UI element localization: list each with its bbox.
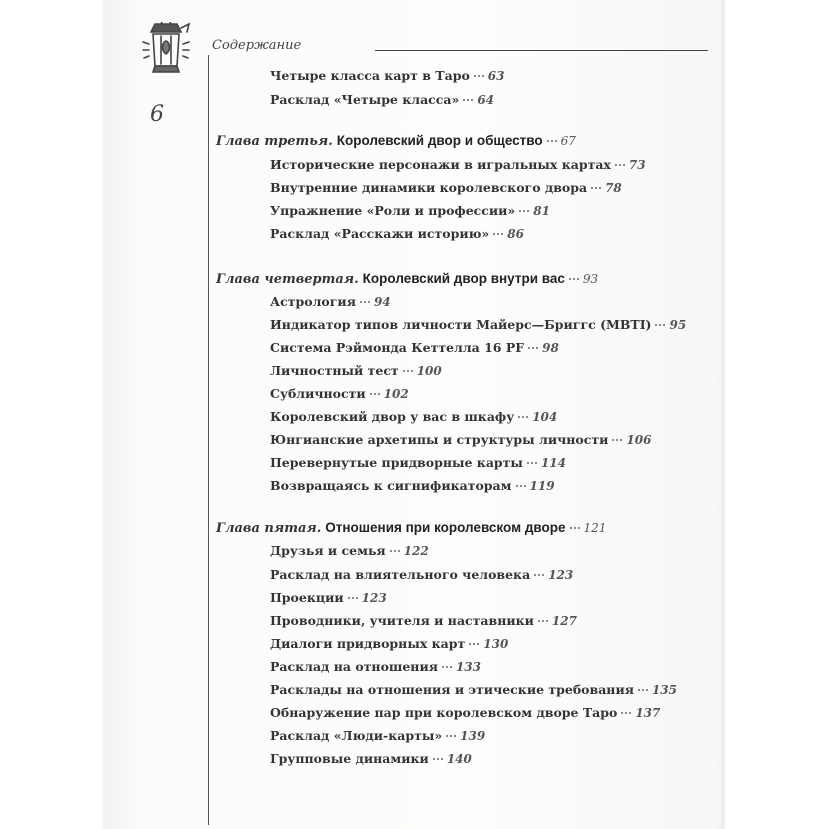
toc-entry-page: 135 <box>651 683 678 697</box>
dot-leader <box>493 233 503 235</box>
dot-leader <box>519 210 529 212</box>
toc-entry-title: Групповые динамики <box>270 751 429 766</box>
toc-entry-title: Проводники, учителя и наставники <box>270 613 534 628</box>
header-rule <box>375 50 708 51</box>
dot-leader <box>463 99 473 101</box>
margin-rule <box>208 55 209 825</box>
toc-entry-title: Королевский двор у вас в шкафу <box>270 409 515 424</box>
dot-leader <box>538 620 548 622</box>
toc-entry-title: Юнгианские архетипы и структуры личности <box>270 432 609 447</box>
toc-entry-page: 127 <box>551 614 577 628</box>
chapter-label: Глава четвертая. <box>216 272 359 287</box>
toc-entry-title: Упражнение «Роли и профессии» <box>270 203 516 218</box>
chapter-title: Королевский двор внутри вас <box>362 271 565 286</box>
toc-entry-page: 123 <box>361 591 387 605</box>
toc-entry-title: Внутренние динамики королевского двора <box>270 180 588 195</box>
toc-entry-page: 98 <box>542 341 559 355</box>
dot-leader <box>469 643 479 645</box>
toc-entry-page: 123 <box>548 568 574 582</box>
toc-entry-page: 86 <box>507 227 524 241</box>
chapter-page: 67 <box>560 134 576 148</box>
toc-entry-page: 106 <box>626 433 652 447</box>
dot-leader <box>360 301 370 303</box>
dot-leader <box>655 324 665 326</box>
toc-entry-title: Расклады на отношения и этические требования <box>270 682 634 697</box>
toc-entry-title: Диалоги придворных карт <box>270 636 466 651</box>
toc-entry-page: 81 <box>533 204 550 218</box>
toc-entry-page: 94 <box>373 295 391 309</box>
chapter-title: Королевский двор и общество <box>336 133 543 148</box>
dot-leader <box>621 712 631 714</box>
dot-leader <box>474 75 484 77</box>
toc-entry-title: Расклад «Четыре класса» <box>270 92 460 107</box>
toc-entry-title: Расклад «Люди-карты» <box>270 728 443 743</box>
toc-entry-title: Расклад на влиятельного человека <box>270 567 531 582</box>
toc-entry-page: 100 <box>416 364 442 378</box>
dot-leader <box>442 666 452 668</box>
toc-entry-page: 130 <box>483 637 509 651</box>
dot-leader <box>547 140 557 142</box>
toc-entry-page: 63 <box>487 69 505 83</box>
toc-entry-title: Расклад «Расскажи историю» <box>270 226 490 241</box>
chapter-page: 121 <box>583 521 607 535</box>
dot-leader <box>370 393 380 395</box>
dot-leader <box>591 187 601 189</box>
toc-entry-title: Индикатор типов личности Майерс—Бриггс (MBTI) <box>270 317 652 332</box>
running-head: Содержание <box>212 38 302 53</box>
chapter-label: Глава пятая. <box>216 521 322 536</box>
chapter-label: Глава третья. <box>216 134 333 149</box>
toc-entry-title: Перевернутые придворные карты <box>270 455 523 470</box>
toc-entry-title: Обнаружение пар при королевском дворе Таро <box>270 705 618 720</box>
toc-entry-page: 140 <box>446 752 472 766</box>
dot-leader <box>534 574 544 576</box>
toc-entry-page: 122 <box>403 544 429 558</box>
toc-entry-title: Четыре класса карт в Таро <box>270 68 470 83</box>
dot-leader <box>446 735 456 737</box>
toc-entry-title: Субличности <box>270 386 366 401</box>
dot-leader <box>612 439 622 441</box>
chapter-page: 93 <box>582 272 599 286</box>
toc-entry-page: 114 <box>540 456 567 470</box>
toc-entry-page: 104 <box>532 410 558 424</box>
toc-entry-title: Исторические персонажи в игральных картах <box>270 157 611 172</box>
toc-entry-title: Возвращаясь к сигнификаторам <box>270 478 512 493</box>
toc-entry-page: 133 <box>455 660 482 674</box>
toc-entry-page: 64 <box>477 93 495 107</box>
dot-leader <box>569 278 579 280</box>
toc-entry-page: 139 <box>460 729 486 743</box>
dot-leader <box>528 347 538 349</box>
toc-entry-title: Личностный тест <box>270 363 399 378</box>
lantern-icon <box>141 22 191 84</box>
toc-entry-page: 78 <box>605 181 622 195</box>
toc-entry-title: Астрология <box>270 294 356 309</box>
toc-entry-page: 73 <box>628 158 646 172</box>
dot-leader <box>516 485 526 487</box>
toc-entry-page: 137 <box>635 706 661 720</box>
dot-leader <box>527 462 537 464</box>
toc-entry-page: 102 <box>383 387 409 401</box>
toc-entry-page: 119 <box>529 479 555 493</box>
dot-leader <box>638 689 648 691</box>
toc-entry-title: Система Рэймонда Кеттелла 16 PF <box>270 340 525 355</box>
dot-leader <box>615 164 625 166</box>
toc-entry-title: Проекции <box>270 590 344 605</box>
toc-entry-title: Расклад на отношения <box>270 659 438 674</box>
toc-entry-title: Друзья и семья <box>270 543 386 558</box>
chapter-title: Отношения при королевском дворе <box>325 520 566 535</box>
page-number: 6 <box>150 102 164 127</box>
dot-leader <box>433 758 443 760</box>
dot-leader <box>348 597 358 599</box>
dot-leader <box>570 527 580 529</box>
dot-leader <box>390 550 400 552</box>
toc-entry-page: 95 <box>669 318 687 332</box>
dot-leader <box>518 416 528 418</box>
dot-leader <box>403 370 413 372</box>
